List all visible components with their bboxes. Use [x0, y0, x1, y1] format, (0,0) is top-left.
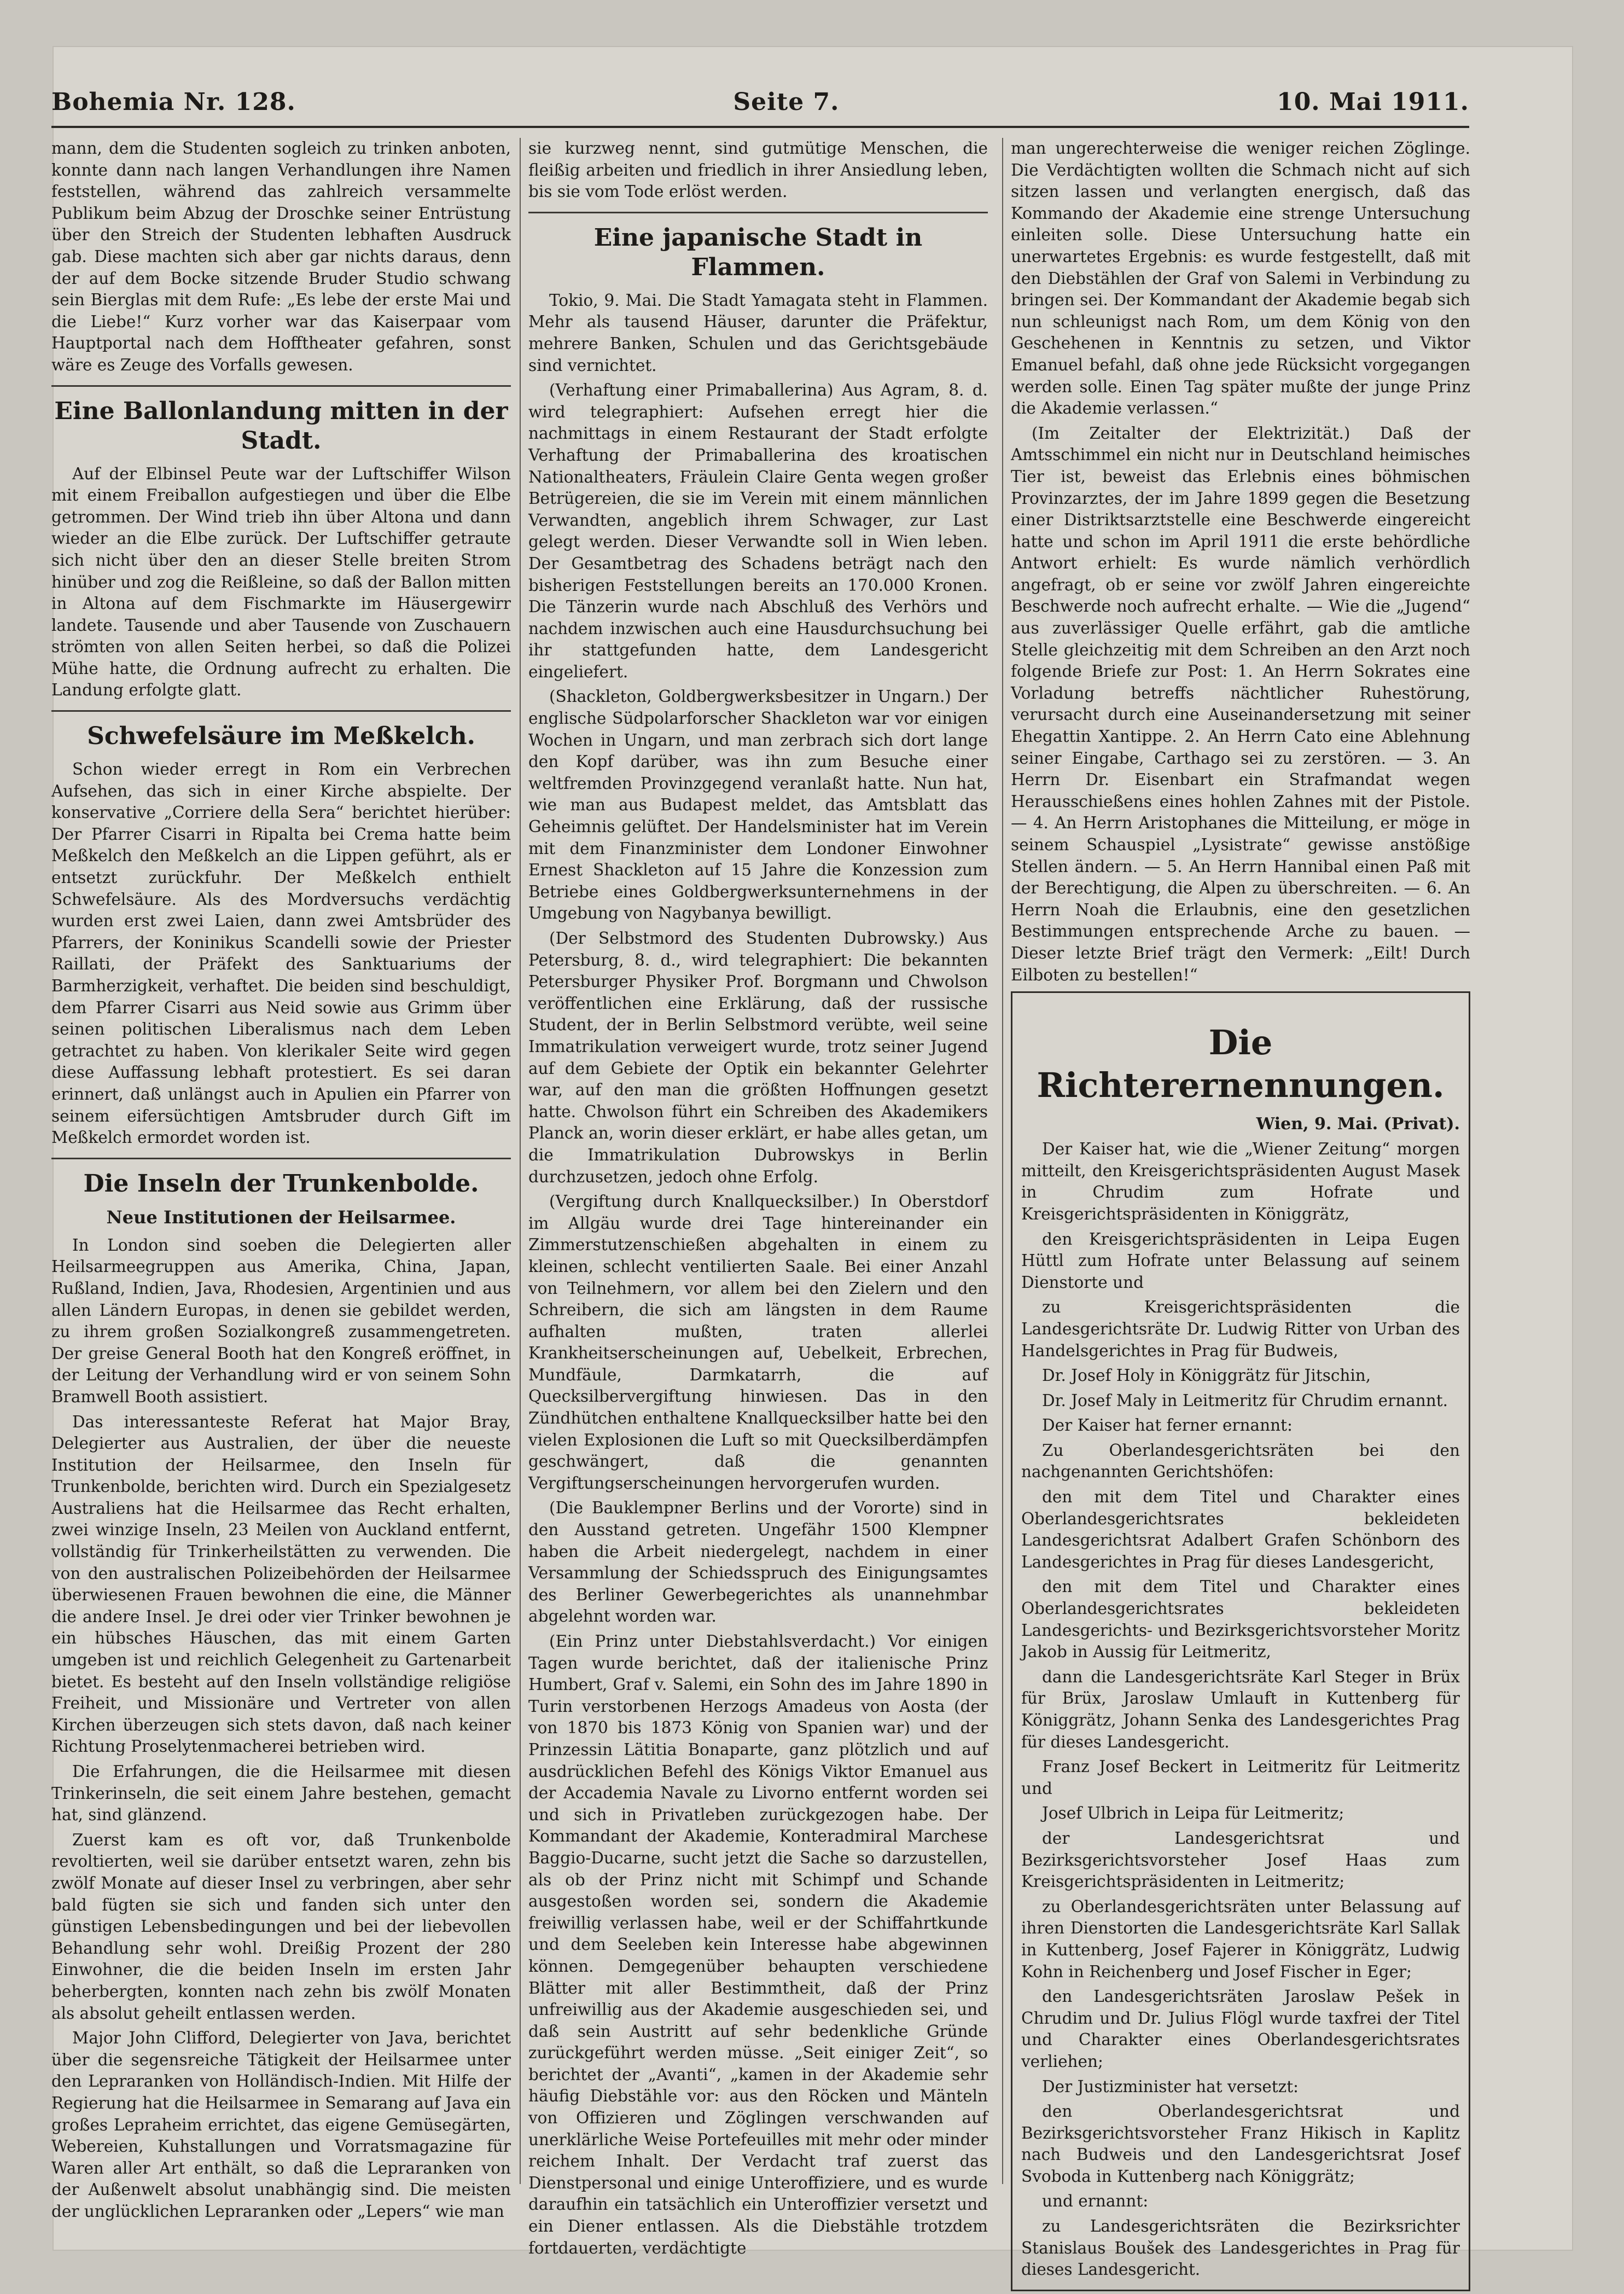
news-item: (Ein Prinz unter Diebstahlsverdacht.) Vor einigen Tagen wurde berichtet, daß der italienische Prinz Humbert, Graf v. Salemi, ein Sohn des im Jahre 1890 in Turin verstorbenen Herzogs Amadeus von Aosta (der von 1870 bis 1873 König von Spanien war) und der Prinzessin Lätitia Bonaparte, ganz plötzlich und auf ausdrücklichen Befehl des Königs Viktor Emanuel aus der Accademia Navale zu Livorno entfernt worden sei und sich in Privatleben zurückgezogen habe. Der Kommandant der Akademie, Konteradmiral Marchese Baggio-Ducarne, sucht jetzt die Sache so darzustellen, als ob der Prinz nicht mit Schimpf und Schande ausgestoßen worden sei, sondern die Akademie freiwillig verlassen habe, weil er der Schiffahrtkunde und dem Seeleben kein Interesse habe abgewinnen können. Demgegenüber behaupten verschiedene Blätter mit aller Bestimmtheit, daß der Prinz unfreiwillig aus der Akademie ausgeschieden sei, und daß sein Austritt auf sehr bedenkliche Gründe zurückgeführt werden müsse. „Seit einiger Zeit“, so berichtet der „Avanti“, „kamen in der Akademie sehr häufig Diebstähle vor: aus den Röcken und Mänteln von Offizieren und Zöglingen verschwanden auf unerklärliche Weise Portefeuilles mit mehr oder minder reichem Inhalt. Der Verdacht traf zuerst das Dienstpersonal und einige Unteroffiziere, und es wurde daraufhin ein tatsächlich ein Unteroffizier versetzt und ein Diener entlassen. Als die Diebstähle trotzdem fortdauerten, verdächtigte [528, 1632, 988, 2257]
article-body: Das interessanteste Referat hat Major Bray, Delegierter aus Australien, der über die neueste Institution der Heilsarmee, den Inseln für Trunkenbolde, berichten wird. Durch ein Spezialgesetz Australiens hat die Heilsarmee das Recht erhalten, zwei winzige Inseln, 23 Meilen von Auckland entfernt, vollständig für Trinkerheilstätten zu verwenden. Die von den australischen Polizeibehörden der Heilsarmee überwiesenen Frauen bewohnen die eine, die Männer die andere Insel. Je drei oder vier Trinker bewohnen je ein hübsches Häuschen, das mit einem Garten umgeben ist und reichlich Gelegenheit zu Gartenarbeit bietet. Es besteht auf den Inseln vollständige religiöse Freiheit, und Missionäre und Vertreter von allen Kirchen überzeugen sich stets davon, daß nach keiner Richtung Proselytenmacherei betrieben wird. [51, 1412, 511, 1756]
article-body: Zu Oberlandesgerichtsräten bei den nachgenannten Gerichtshöfen: [1021, 1441, 1460, 1482]
article-body: den mit dem Titel und Charakter eines Oberlandesgerichtsrates bekleideten Landesgerichts- und Bezirksgerichtsvorsteher Moritz Jakob in Aussig für Leitmeritz, [1021, 1577, 1460, 1662]
article-heading: Eine japanische Stadt in Flammen. [593, 223, 923, 281]
article-heading: Schwefelsäure im Meßkelch. [87, 722, 475, 751]
article-body: Franz Josef Beckert in Leitmeritz für Leitmeritz und [1021, 1757, 1460, 1798]
article-body: Der Justizminister hat versetzt: [1042, 2077, 1299, 2096]
article-body: den Kreisgerichtspräsidenten in Leipa Eugen Hüttl zum Hofrate unter Belassung auf seinem Dienstorte und [1021, 1229, 1460, 1292]
article-body: Tokio, 9. Mai. Die Stadt Yamagata steht in Flammen. Mehr als tausend Häuser, darunter die Präfektur, mehrere Banken, Schulen und das Gerichtsgebäude sind vernichtet. [528, 291, 988, 375]
section-rule [51, 710, 511, 712]
article-body: dann die Landesgerichtsräte Karl Steger in Brüx für Brüx, Jaroslaw Umlauft in Kuttenberg für Königgrätz, Johann Senka des Landesgerichtes Prag für dieses Landesgericht. [1021, 1667, 1460, 1751]
article-body: Josef Ulbrich in Leipa für Leitmeritz; [1042, 1804, 1344, 1823]
news-item: (Shackleton, Goldbergwerksbesitzer in Ungarn.) Der englische Südpolarforscher Shackleton war vor einigen Wochen in Ungarn, und man zerbrach sich dort lange den Kopf darüber, was ihn zum Besuche einer weltfremden Provinzgegend veranlaßt hatte. Nun hat, wie man aus Budapest meldet, das Amtsblatt das Geheimnis gelüftet. Der Handelsminister hat im Verein mit dem Finanzminister dem Londoner Einwohner Ernest Shackleton auf 15 Jahre die Konzession zum Betriebe eines Goldbergwerksunternehmens in der Umgebung von Nagybanya bewilligt. [528, 687, 988, 923]
article-subheading: Neue Institutionen der Heilsarmee. [106, 1206, 456, 1228]
article-body: Zuerst kam es oft vor, daß Trunkenbolde revoltierten, weil sie darüber entsetzt waren, zehn bis zwölf Monate auf dieser Insel zu verbringen, aber sehr bald fügten sie sich und fanden sich unter den günstigen Lebensbedingungen und bei der liebevollen Behandlung sehr wohl. Dreißig Prozent der 280 Einwohner, die die beiden Inseln im ersten Jahr beherbergten, konnten nach zehn bis zwölf Monaten als absolut geheilt entlassen werden. [51, 1830, 511, 2023]
article-body: Der Kaiser hat ferner ernannt: [1042, 1416, 1293, 1435]
section-rule [51, 1158, 511, 1159]
news-item: (Die Bauklempner Berlins und der Vororte) sind in den Ausstand getreten. Ungefähr 1500 Klempner haben die Arbeit niedergelegt, nachdem in einer Versammlung der Schiedsspruch des Einigungsamtes des Berliner Gewerbegerichtes als unannehmbar abgelehnt worden war. [528, 1499, 988, 1626]
article-body: und ernannt: [1042, 2192, 1149, 2211]
article-heading: Die Richterernennungen. [1037, 1023, 1445, 1106]
article-body: der Landesgerichtsrat und Bezirksgerichtsvorsteher Josef Haas zum Kreisgerichtspräsidenten in Leitmeritz; [1021, 1828, 1460, 1891]
article-body: Schon wieder erregt in Rom ein Verbrechen Aufsehen, das sich in einer Kirche abspielte. Der konservative „Corriere della Sera“ berichtet hierüber: Der Pfarrer Cisarri in Ripalta bei Crema hatte beim Meßkelch den Meßkelch an die Lippen geführt, als er entsetzt zurückfuhr. Der Meßkelch enthielt Schwefelsäure. Als des Mordversuchs verdächtig wurden erst zwei Laien, dann zwei Amtsbrüder des Pfarrers, der Koninikus Scandelli sowie der Priester Raillati, der Präfekt des Sanktuariums der Barmherzigkeit, verhaftet. Die beiden sind beschuldigt, dem Pfarrer Cisarri aus Neid sowie aus Grimm über seinen politischen Liberalismus nach dem Leben getrachtet zu haben. Von klerikaler Seite wird gegen diese Auffassung lebhaft protestiert. Es sei daran erinnert, daß unlängst auch in Apulien ein Pfarrer von seinem eifersüchtigen Amtsbruder durch Gift im Meßkelch ermordet worden ist. [51, 760, 511, 1147]
header-issue: Bohemia Nr. 128. [51, 88, 296, 116]
header-date: 10. Mai 1911. [1277, 88, 1469, 116]
page-header [51, 50, 1469, 116]
article-body: zu Oberlandesgerichtsräten unter Belassung auf ihren Dienstorten die Landesgerichtsräte Karl Sallak in Kuttenberg, Josef Fajerer in Königgrätz, Ludwig Kohn in Reichenberg und Josef Fischer in Eger; [1021, 1897, 1460, 1981]
news-item: (Vergiftung durch Knallquecksilber.) In Oberstdorf im Allgäu wurde drei Tage hintereinander ein Zimmerstutzenschießen abgehalten in einem zu kleinen, schlecht ventilierten Saale. Bei einer Anzahl von Teilnehmern, vor allem bei den Zielern und den Schreibern, die sich am längsten in dem Raume aufhalten mußten, traten allerlei Krankheitserscheinungen auf, Uebelkeit, Erbrechen, Mundfäule, Darmkatarrh, die auf Quecksilbervergiftung hinwiesen. Das in den Zündhütchen enthaltene Knallquecksilber hatte bei den vielen Explosionen die Luft so mit Quecksilberdämpfen geschwängert, daß die genannten Vergiftungserscheinungen hervorgerufen wurden. [528, 1192, 988, 1492]
article-body: In London sind soeben die Delegierten aller Heilsarmeegruppen aus Amerika, China, Japan, Rußland, Indien, Java, Rhodesien, Argentinien und aus allen Ländern Europas, in denen sie gebildet werden, zu ihrem großen Sozialkongreß zusammengetreten. Der greise General Booth hat den Kongreß eröffnet, in der Leitung der Verhandlung wird er von seinem Sohn Bramwell Booth assistiert. [51, 1235, 511, 1406]
article-continuation: mann, dem die Studenten sogleich zu trinken anboten, konnte dann nach langen Verhandlungen ihre Namen feststellen, während das zahlreich versammelte Publikum beim Abzug der Droschke seiner Entrüstung über den Streich der Studenten lebhaften Ausdruck gab. Diese machten sich aber gar nichts daraus, denn der auf dem Bocke sitzende Bruder Studio schwang sein Bierglas mit dem Rufe: „Es lebe der erste Mai und die Liebe!“ Kurz vorher war das Kaiserpaar vom Hauptportal nach dem Hofftheater gefahren, sonst wäre es Zeuge des Vorfalls gewesen. [51, 139, 511, 374]
dateline: Wien, 9. Mai. (Privat). [1256, 1114, 1460, 1134]
article-body: Auf der Elbinsel Peute war der Luftschiffer Wilson mit einem Freiballon aufgestiegen und über die Elbe getrommen. Der Wind trieb ihn über Altona und dann wieder an die Elbe zurück. Der Luftschiffer getraute sich nicht über den an dieser Stelle breiten Strom hinüber und zog die Reißleine, so daß der Ballon mitten in Altona auf dem Fischmarkte im Häusergewirr landete. Tausende und aber Tausende von Zuschauern strömten von allen Seiten herbei, so daß die Polizei Mühe hatte, die Ordnung aufrecht zu erhalten. Die Landung erfolgte glatt. [51, 464, 511, 700]
header-rule [51, 126, 1469, 128]
article-body: Der Kaiser hat, wie die „Wiener Zeitung“ morgen mitteilt, den Kreisgerichtspräsidenten August Masek in Chrudim zum Hofrate und Kreisgerichtspräsidenten in Königgrätz, [1021, 1140, 1460, 1223]
article-body: Major John Clifford, Delegierter von Java, berichtet über die segensreiche Tätigkeit der Heilsarmee unter den Lepraranken von Holländisch-Indien. Mit Hilfe der Regierung hat die Heilsarmee in Semarang auf Java ein großes Lepraheim errichtet, das eigene Gemüsegärten, Webereien, Kuhstallungen und Vorratsmagazine für Waren aller Art enthält, so daß die Lepraranken von der Außenwelt absolut unabhängig sind. Die meisten der unglücklichen Lepraranken oder „Lepers“ wie man [51, 2029, 511, 2221]
column-divider [520, 138, 521, 2184]
article-heading: Die Inseln der Trunkenbolde. [83, 1169, 479, 1198]
news-item: (Verhaftung einer Primaballerina) Aus Agram, 8. d. wird telegraphiert: Aufsehen erregt hier die nachmittags in einem Restaurant der Stadt erfolgte Verhaftung der Primaballerina des kroatischen Nationaltheaters, Fräulein Claire Genta wegen großer Betrügereien, die sie im Verein mit einem männlichen Verwandten, angeblich ihrem Schwager, zur Last gelegt werden. Dieser Verwandte soll in Wien leben. Der Gesamtbetrag des Schadens beträgt nach den bisherigen Feststellungen bereits an 170.000 Kronen. Die Tänzerin wurde nach Abschluß des Verhörs und nachdem inzwischen auch eine Hausdurchsuchung bei ihr stattgefunden hatte, dem Landesgericht eingeliefert. [528, 381, 988, 681]
article-continuation: man ungerechterweise die weniger reichen Zöglinge. Die Verdächtigten wollten die Schmach nicht auf sich sitzen lassen und verlangten energisch, daß das Kommando der Akademie eine strenge Untersuchung einleiten solle. Diese Untersuchung hatte ein unerwartetes Ergebnis: es wurde festgestellt, daß mit den Diebstählen der Graf von Salemi in Verbindung zu bringen sei. Der Kommandant der Akademie begab sich nun schleunigst nach Rom, um dem König von den Geschehenen in Kenntnis zu setzen, und Viktor Emanuel befahl, daß ohne jede Rücksicht vorgegangen werden solle. Einen Tag später mußte der junge Prinz die Akademie verlassen.“ [1011, 139, 1470, 418]
article-body: zu Kreisgerichtspräsidenten die Landesgerichtsräte Dr. Ludwig Ritter von Urban des Handelsgerichtes in Prag für Budweis, [1021, 1298, 1460, 1360]
article-body: den Landesgerichtsräten Jaroslaw Pešek in Chrudim und Dr. Julius Flögl wurde taxfrei der Titel und Charakter eines Oberlandesgerichtsrates verliehen; [1021, 1987, 1460, 2071]
article-body: zu Landesgerichtsräten die Bezirksrichter Stanislaus Boušek des Landesgerichtes in Prag für dieses Landesgericht. [1021, 2217, 1460, 2279]
article-continuation: sie kurzweg nennt, sind gutmütige Menschen, die fleißig arbeiten und friedlich in ihrer Ansiedlung leben, bis sie vom Tode erlöst werden. [528, 139, 988, 201]
column-1 [51, 138, 511, 2221]
article-heading: Eine Ballonlandung mitten in der Stadt. [54, 397, 508, 455]
article-body: den mit dem Titel und Charakter eines Oberlandesgerichtsrates bekleideten Landesgerichtsrat Adalbert Grafen Schönborn des Landesgerichtes in Prag für dieses Landesgericht, [1021, 1488, 1460, 1571]
header-page-number: Seite 7. [733, 88, 840, 116]
article-body: Die Erfahrungen, die die Heilsarmee mit diesen Trinkerinseln, die seit einem Jahre bestehen, gemacht hat, sind glänzend. [51, 1762, 511, 1825]
article-body: Dr. Josef Maly in Leitmeritz für Chrudim ernannt. [1042, 1391, 1448, 1410]
column-divider [1002, 138, 1003, 2184]
article-body: Dr. Josef Holy in Königgrätz für Jitschin, [1042, 1366, 1371, 1385]
richter-section [1011, 991, 1470, 2291]
column-3 [1011, 138, 1470, 2279]
news-item: (Der Selbstmord des Studenten Dubrowsky.) Aus Petersburg, 8. d., wird telegraphiert: Die bekannten Petersburger Physiker Prof. Borgmann und Chwolson veröffentlichen eine Erklärung, daß der russische Student, der in Berlin Selbstmord verübte, weil seine Immatrikulation verweigert wurde, trotz seiner Jugend auf dem Gebiete der Optik ein bekannter Gelehrter war, auf den man die größten Hoffnungen gesetzt hatte. Chwolson führt ein Schreiben des Akademikers Planck an, worin dieser erklärt, er habe alles getan, um die Immatrikulation Dubrowskys in Berlin durchzusetzen, jedoch ohne Erfolg. [528, 929, 988, 1186]
section-rule [51, 385, 511, 387]
news-item: (Im Zeitalter der Elektrizität.) Daß der Amtsschimmel ein nicht nur in Deutschland heimisches Tier ist, beweist das Erlebnis eines böhmischen Provinzarztes, der im Jahre 1899 gegen die Besetzung einer Distriktsarztstelle eine Beschwerde eingereicht hatte und schon im April 1911 die erste behördliche Antwort erhielt: Es wurde nämlich verhördlich angefragt, ob er seine vor zwölf Jahren eingereichte Beschwerde noch aufrecht erhalte. — Wie die „Jugend“ aus zuverlässiger Quelle erfährt, gab die amtliche Stelle gleichzeitig mit dem Schreiben an den Arzt noch folgende Briefe zur Post: 1. An Herrn Sokrates eine Vorladung betreffs nächtlicher Ruhestörung, verursacht durch eine Auseinandersetzung mit seiner Ehegattin Xantippe. 2. An Herrn Cato eine Ablehnung seiner Eingabe, Carthago sei zu zerstören. — 3. An Herrn Dr. Eisenbart ein Strafmandat wegen Herausschießens eines hohlen Zahnes mit der Pistole. — 4. An Herrn Aristophanes die Mitteilung, er möge in seinem Schauspiel „Lysistrate“ gewisse anstößige Stellen ändern. — 5. An Herrn Hannibal einen Paß mit der Berechtigung, die Alpen zu überschreiten. — 6. An Herrn Noah die Erlaubnis, eine den gesetzlichen Bestimmungen entsprechende Arche zu bauen. — Dieser letzte Brief trägt den Vermerk: „Eilt! Durch Eilboten zu bestellen!“ [1011, 423, 1470, 984]
section-rule [528, 212, 988, 213]
column-2 [528, 138, 988, 2257]
article-body: den Oberlandesgerichtsrat und Bezirksgerichtsvorsteher Franz Hikisch in Kaplitz nach Budweis und den Landesgerichtsrat Josef Svoboda in Kuttenberg nach Königgrätz; [1021, 2102, 1460, 2186]
